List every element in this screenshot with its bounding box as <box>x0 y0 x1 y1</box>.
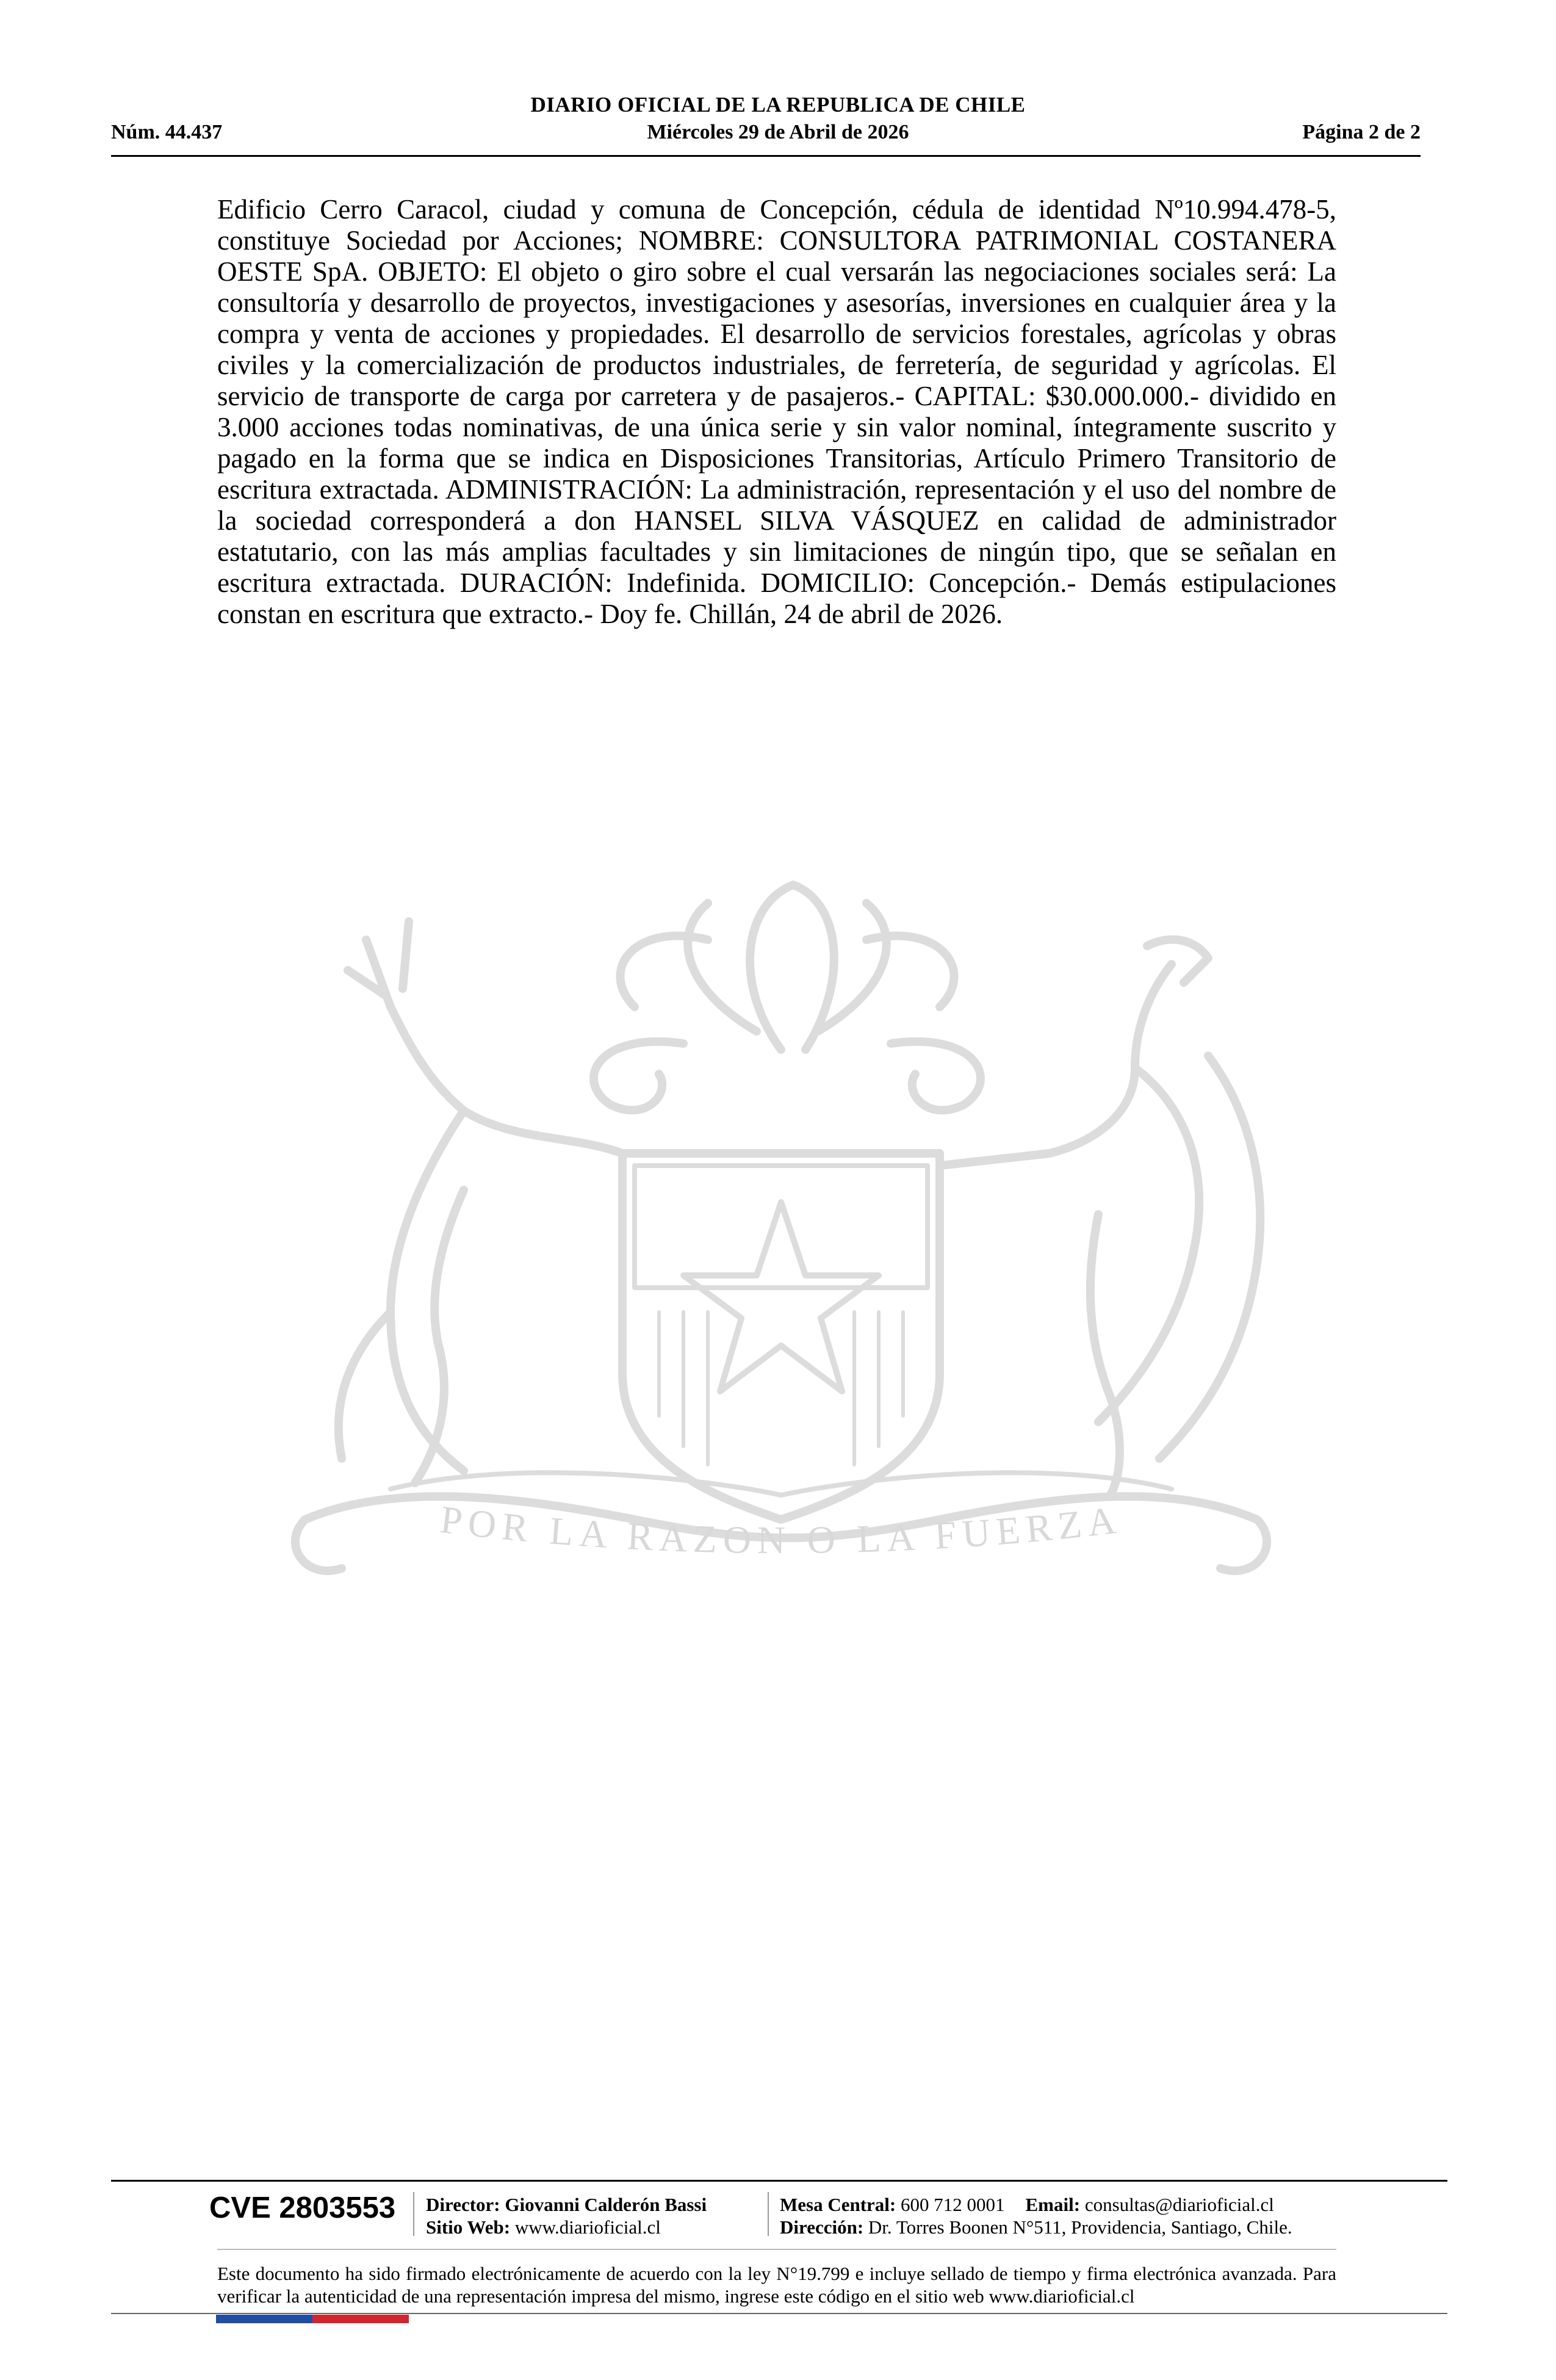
email-label: Email: <box>1025 2194 1081 2215</box>
footer-separator <box>768 2192 769 2236</box>
notice-body: Edificio Cerro Caracol, ciudad y comuna de Concepción, cédula de identidad Nº10.994.478-5, constituye Sociedad por Acciones; NOMBRE: CONSULTORA PATRIMONIAL COSTANERA OESTE SpA. OBJETO: El objeto o giro sobre el cual versarán las negociaciones sociales será: La consultoría y desarrollo de proyectos, investigaciones y asesorías, inversiones en cualquier área y la compra y venta de acciones y propiedades. El desarrollo de servicios forestales, agrícolas y obras civiles y la comercialización de productos industriales, de ferretería, de seguridad y agrícolas. El servicio de transporte de carga por carretera y de pasajeros.- CAPITAL: $30.000.000.- dividido en 3.000 acciones todas nominativas, de una única serie y sin valor nominal, íntegramente suscrito y pagado en la forma que se indica en Disposiciones Transitorias, Artículo Primero Transitorio de escritura extractada. ADMINISTRACIÓN: La administración, representación y el uso del nombre de la sociedad corresponderá a don HANSEL SILVA VÁSQUEZ en calidad de administrador estatutario, con las más amplias facultades y sin limitaciones de ningún tipo, que se señalan en escritura extractada. DURACIÓN: Indefinida. DOMICILIO: Concepción.- Demás estipulaciones constan en escritura que extracto.- Doy fe. Chillán, 24 de abril de 2026. <box>217 194 1336 629</box>
director-label: Director: <box>426 2194 500 2215</box>
legal-notice: Este documento ha sido firmado electrónicamente de acuerdo con la ley N°19.799 e incluye sellado de tiempo y firma electrónica avanzada. Para verificar la autenticidad de una representación impresa del mismo, ingrese este código en el sitio web www.diarioficial.cl <box>217 2263 1336 2307</box>
email-link[interactable]: consultas@diarioficial.cl <box>1084 2194 1274 2215</box>
page-indicator: Página 2 de 2 <box>1302 121 1421 143</box>
address-label: Dirección: <box>780 2216 864 2238</box>
cve-code: CVE 2803553 <box>209 2191 396 2224</box>
footer-divider-mid <box>217 2249 1336 2250</box>
issue-number: Núm. 44.437 <box>111 121 223 143</box>
motto-text: POR LA RAZON O LA FUERZA <box>438 1497 1125 1562</box>
flag-blue-segment <box>216 2315 312 2323</box>
footer-divider-top <box>111 2180 1447 2182</box>
footer-director-block <box>426 2193 707 2238</box>
director-name: Giovanni Calderón Bassi <box>505 2194 707 2215</box>
issue-date: Miércoles 29 de Abril de 2026 <box>647 121 909 143</box>
flag-red-segment <box>312 2315 409 2323</box>
header-divider <box>111 155 1421 157</box>
phone-label: Mesa Central: <box>780 2194 896 2215</box>
phone-number: 600 712 0001 <box>901 2194 1005 2215</box>
footer-contact-block <box>780 2193 1292 2238</box>
website-link[interactable]: www.diarioficial.cl <box>514 2216 661 2238</box>
flag-color-bar <box>216 2315 409 2323</box>
address-text: Dr. Torres Boonen N°511, Providencia, Santiago, Chile. <box>868 2216 1292 2238</box>
footer-separator <box>413 2192 414 2236</box>
footer-divider-bottom <box>111 2313 1447 2314</box>
website-label: Sitio Web: <box>426 2216 511 2238</box>
publication-title: DIARIO OFICIAL DE LA REPUBLICA DE CHILE <box>530 93 1026 117</box>
chile-coat-of-arms-icon <box>207 848 1355 1678</box>
